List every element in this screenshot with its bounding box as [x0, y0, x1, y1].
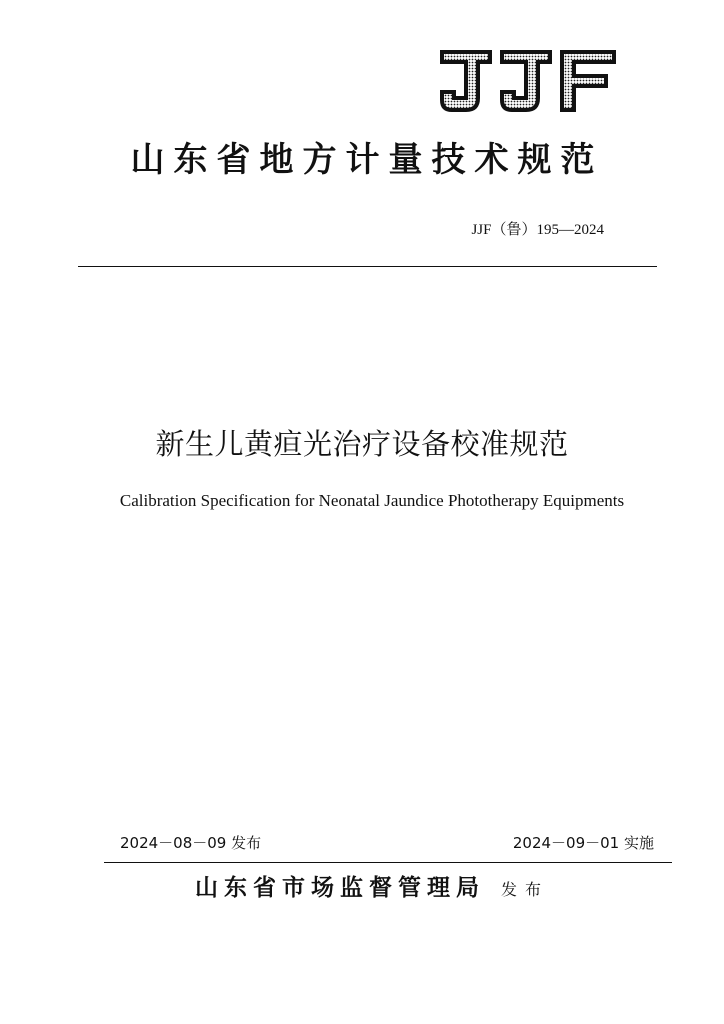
implementation-date: 2024－09－01 实施 [512, 834, 654, 852]
top-divider [78, 266, 657, 267]
document-title-en: Calibration Specification for Neonatal Jaundice Phototherapy Equipments [119, 491, 625, 510]
bottom-divider [104, 862, 672, 863]
document-title-cn: 新生儿黄疸光治疗设备校准规范 [155, 427, 569, 461]
doc-number: JJF（鲁）195—2024 [471, 222, 604, 238]
issuer-row [0, 870, 724, 908]
jjf-logo-icon [438, 46, 620, 118]
org-title: 山东省地方计量技术规范 [130, 140, 604, 180]
issuer-name: 山东省市场监督管理局 [194, 874, 485, 901]
issuer-action: 发布 [500, 880, 549, 899]
logo-letter-f [560, 50, 616, 112]
logo-letter-j-1 [440, 50, 492, 112]
jjf-logo-graphic [438, 46, 620, 118]
issue-date: 2024－08－09 发布 [120, 834, 262, 852]
logo-letter-j-2 [500, 50, 552, 112]
